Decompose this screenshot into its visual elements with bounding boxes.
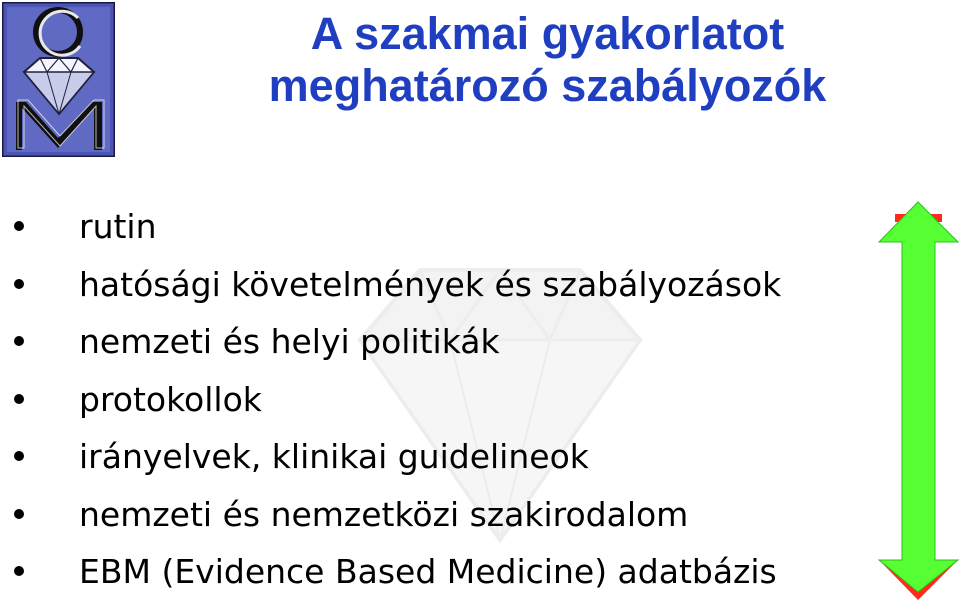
bullet-icon [14, 509, 24, 519]
title-line-1: A szakmai gyakorlatot [310, 8, 785, 59]
list-item-text: irányelvek, klinikai guidelineok [79, 437, 589, 476]
bullet-icon [14, 279, 24, 289]
list-item-text: hatósági követelmények és szabályozások [79, 264, 782, 304]
list-item [0, 371, 781, 429]
regulators-list [0, 198, 781, 601]
list-item [0, 313, 781, 371]
double-arrow-icon [877, 200, 960, 600]
list-item-text: rutin [79, 207, 157, 246]
list-item-text: nemzeti és helyi politikák [79, 322, 500, 361]
bullet-icon [14, 221, 24, 231]
list-item [0, 198, 781, 256]
list-item-text: nemzeti és nemzetközi szakirodalom [79, 494, 689, 534]
bullet-icon [14, 394, 24, 404]
qcm-logo [2, 2, 115, 157]
list-item-text: EBM (Evidence Based Medicine) adatbázis [79, 552, 777, 591]
list-item [0, 256, 781, 314]
bullet-icon [14, 566, 24, 576]
bullet-icon [14, 451, 24, 461]
list-item [0, 428, 781, 486]
title-line-2: meghatározó szabályozók [268, 60, 827, 111]
slide-title [195, 8, 900, 112]
list-item [0, 543, 781, 601]
bullet-icon [14, 336, 24, 346]
list-item [0, 486, 781, 544]
list-item-text: protokollok [79, 379, 262, 419]
